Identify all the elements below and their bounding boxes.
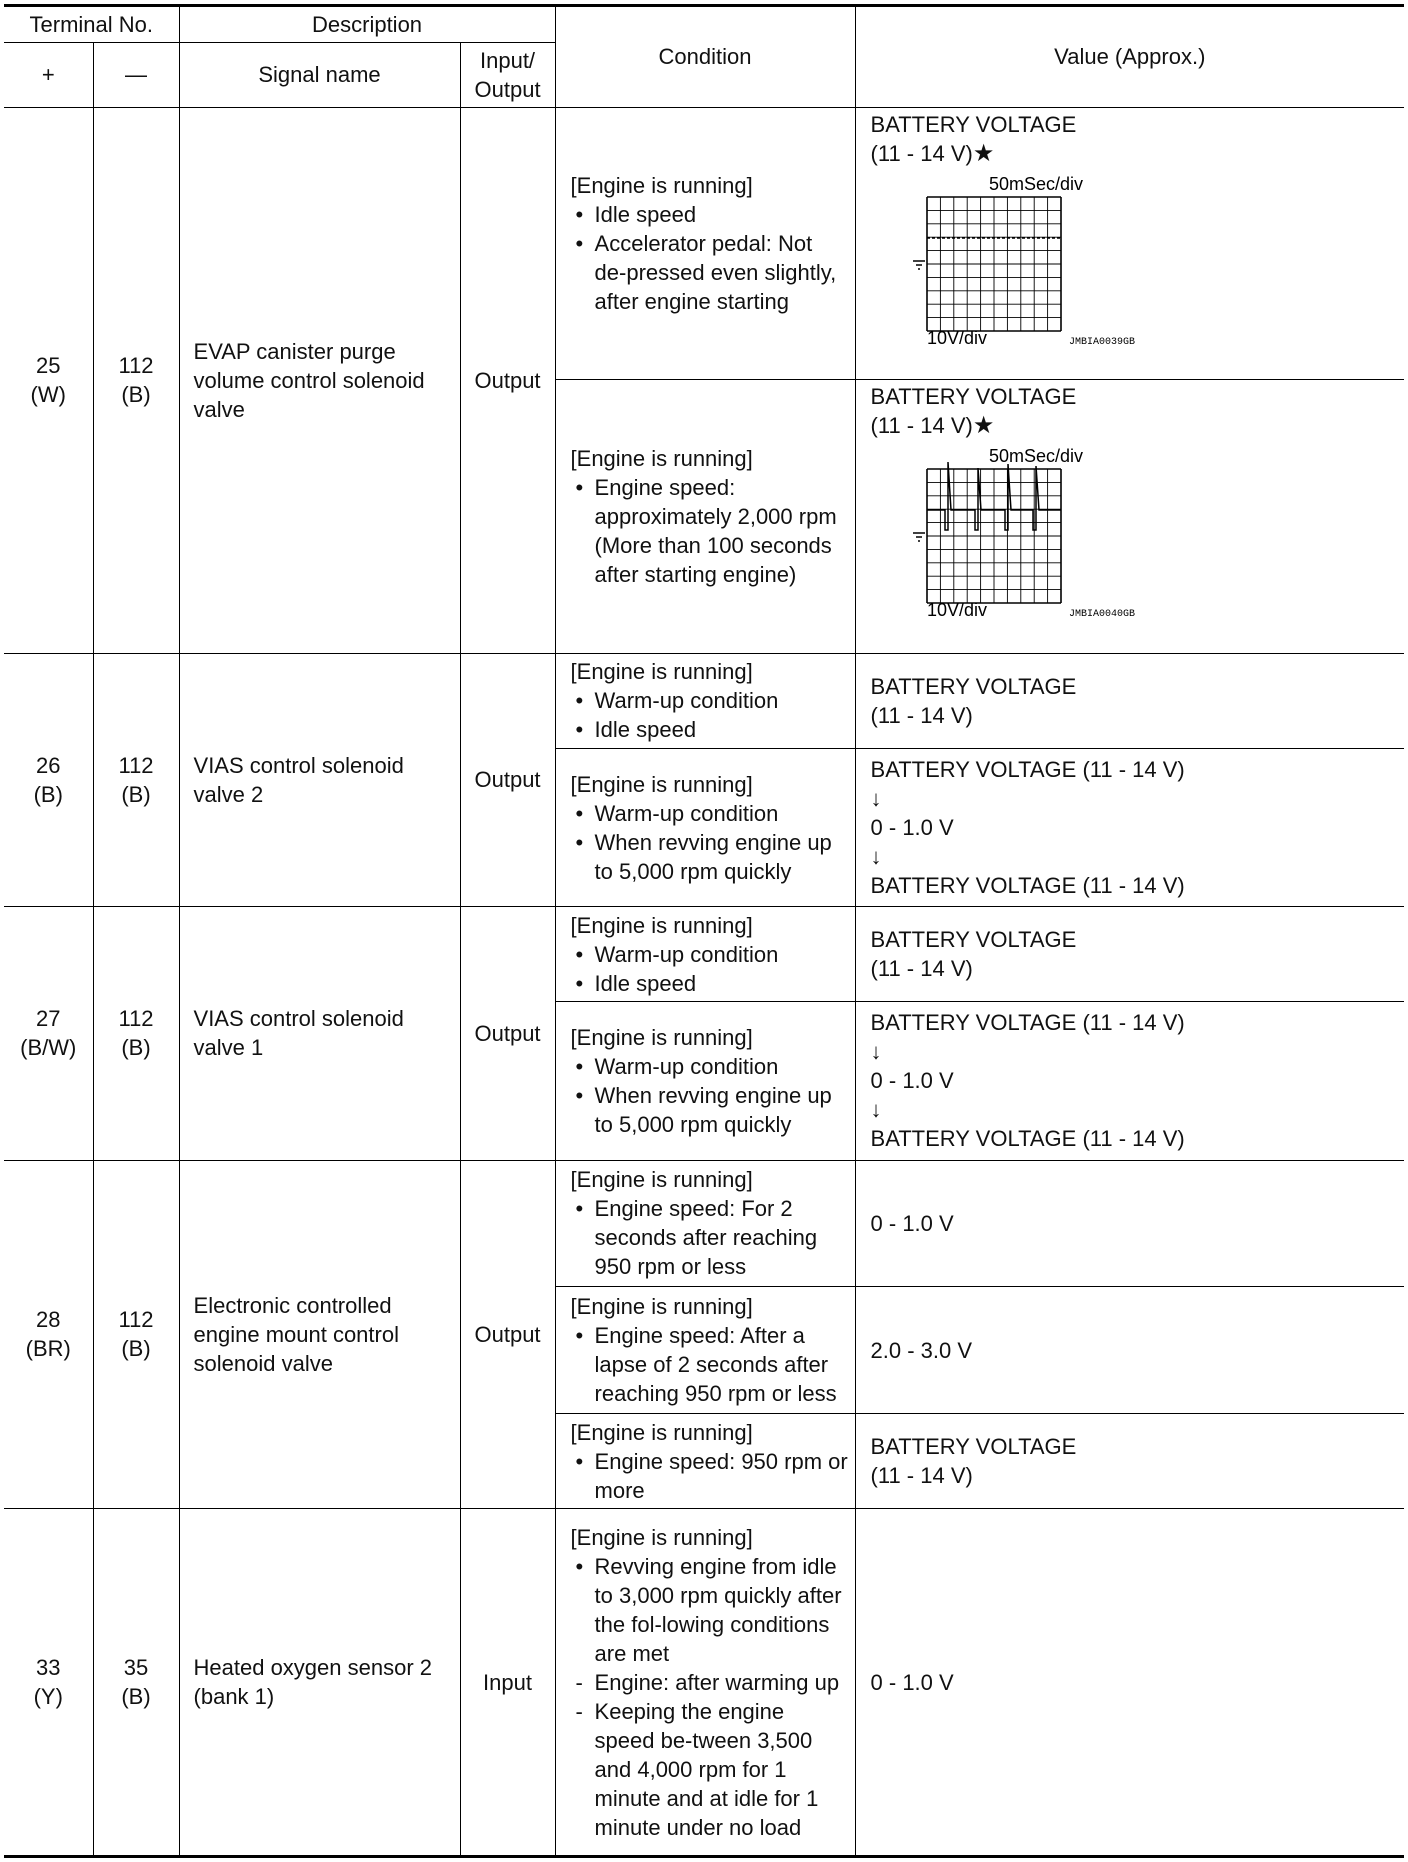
header-signal-name: Signal name — [179, 42, 460, 107]
figure-code: JMBIA0039GB — [1068, 336, 1135, 346]
oscilloscope-waveform — [871, 442, 1171, 618]
io-type: Output — [460, 1160, 555, 1509]
table-row — [4, 907, 1404, 1002]
table-row — [4, 107, 1404, 379]
condition-list — [571, 1447, 849, 1505]
terminal-number: 27 — [36, 1006, 61, 1032]
condition-list — [571, 1552, 849, 1842]
condition-bullet: • When revving engine up to 5,000 rpm quickly — [571, 1081, 849, 1139]
signal-name: VIAS control solenoid valve 1 — [179, 907, 460, 1160]
terminal-minus-cell — [93, 1509, 179, 1857]
value-text: BATTERY VOLTAGE (11 - 14 V) — [870, 1126, 1185, 1152]
value-cell — [855, 1160, 1404, 1287]
wire-color: (B) — [121, 1684, 151, 1710]
condition-heading: [Engine is running] — [570, 771, 753, 797]
condition-list — [571, 1194, 849, 1281]
terminal-number: 35 — [123, 1655, 149, 1681]
table-row — [4, 1509, 1404, 1857]
terminal-number: 28 — [36, 1307, 61, 1333]
value-cell — [855, 653, 1404, 748]
condition-bullet: • Warm-up condition — [571, 1052, 849, 1081]
condition-bullet: • Warm-up condition — [571, 799, 849, 828]
condition-bullet: • Engine speed: For 2 seconds after reaching 950 rpm or less — [571, 1194, 849, 1281]
table-row — [4, 653, 1404, 748]
terminal-number: 112 — [118, 353, 154, 379]
value-text: BATTERY VOLTAGE — [870, 927, 1077, 953]
condition-heading: [Engine is running] — [570, 1294, 753, 1320]
value-text: (11 - 14 V) — [870, 956, 973, 982]
wire-color: (B) — [121, 1336, 151, 1362]
terminal-number: 112 — [118, 752, 154, 778]
condition-bullet: • Engine speed: After a lapse of 2 seconds after reaching 950 rpm or less — [571, 1321, 849, 1408]
scope-volt-div: 10V/div — [926, 599, 987, 618]
terminal-plus-cell — [4, 1160, 93, 1509]
condition-list — [571, 799, 849, 886]
value-text: BATTERY VOLTAGE — [870, 1434, 1077, 1460]
terminal-plus-cell — [4, 653, 93, 906]
condition-bullet: • When revving engine up to 5,000 rpm quickly — [571, 828, 849, 886]
value-range — [871, 411, 1399, 440]
header-value: Value (Approx.) — [855, 6, 1404, 108]
terminal-number: 112 — [118, 1307, 154, 1333]
value-range — [871, 139, 1399, 168]
header-row-1 — [4, 6, 1404, 43]
oscilloscope-waveform — [871, 170, 1171, 346]
scope-time-div: 50mSec/div — [988, 445, 1083, 466]
value-text: BATTERY VOLTAGE — [870, 111, 1077, 137]
condition-heading: [Engine is running] — [570, 659, 753, 685]
condition-list — [571, 200, 849, 316]
terminal-plus-cell — [4, 1509, 93, 1857]
value-text: (11 - 14 V) — [870, 140, 973, 166]
condition-bullet: • Idle speed — [571, 200, 849, 229]
condition-cell — [555, 1509, 855, 1857]
condition-list — [571, 473, 849, 589]
signal-name: VIAS control solenoid valve 2 — [179, 653, 460, 906]
value-cell — [855, 1002, 1404, 1160]
value-cell — [855, 1413, 1404, 1508]
scope-grid — [927, 469, 1061, 603]
condition-bullet: • Idle speed — [571, 715, 849, 744]
condition-list — [571, 1321, 849, 1408]
terminal-spec-sheet — [4, 4, 1404, 1858]
condition-cell — [555, 107, 855, 379]
terminal-number: 25 — [36, 353, 61, 379]
condition-bullet: • Engine speed: 950 rpm or more — [571, 1447, 849, 1505]
arrow-down-icon: ↓ — [870, 786, 882, 812]
condition-bullet: • Warm-up condition — [571, 940, 849, 969]
condition-heading: [Engine is running] — [570, 1419, 753, 1445]
terminal-number: 33 — [36, 1655, 61, 1681]
header-minus: — — [93, 42, 179, 107]
wire-color: (W) — [30, 382, 66, 408]
arrow-down-icon: ↓ — [870, 1039, 882, 1065]
value-text: BATTERY VOLTAGE (11 - 14 V) — [870, 757, 1185, 783]
condition-bullet: • Accelerator pedal: Not de-pressed even slightly, after engine starting — [571, 229, 849, 316]
scope-time-div: 50mSec/div — [988, 173, 1083, 194]
signal-name: EVAP canister purge volume control solenoid valve — [179, 107, 460, 653]
condition-dash-item: - Keeping the engine speed be-tween 3,500 and 4,000 rpm for 1 minute and at idle for 1 minute under no load — [571, 1697, 849, 1842]
condition-cell — [555, 653, 855, 748]
value-text: 0 - 1.0 V — [870, 1068, 954, 1094]
arrow-down-icon: ↓ — [870, 844, 882, 870]
value-text: 0 - 1.0 V — [870, 815, 954, 841]
terminal-minus-cell — [93, 107, 179, 653]
condition-cell — [555, 1287, 855, 1414]
terminal-minus-cell — [93, 1160, 179, 1509]
star-icon: ★ — [972, 139, 995, 167]
terminal-minus-cell — [93, 653, 179, 906]
figure-code: JMBIA0040GB — [1068, 608, 1135, 618]
io-type: Output — [460, 907, 555, 1160]
star-icon: ★ — [972, 411, 995, 439]
terminal-plus-cell — [4, 107, 93, 653]
wire-color: (BR) — [25, 1336, 71, 1362]
condition-list — [571, 940, 849, 998]
value-cell — [855, 379, 1404, 653]
value-cell — [855, 107, 1404, 379]
value-text: 0 - 1.0 V — [870, 1669, 954, 1695]
condition-cell — [555, 1160, 855, 1287]
header-plus: + — [4, 42, 93, 107]
terminal-plus-cell — [4, 907, 93, 1160]
condition-dash-item: - Engine: after warming up — [571, 1668, 849, 1697]
condition-bullet: • Warm-up condition — [571, 686, 849, 715]
condition-bullet: • Engine speed: approximately 2,000 rpm (More than 100 seconds after starting engine) — [571, 473, 849, 589]
condition-bullet: • Revving engine from idle to 3,000 rpm quickly after the fol-lowing conditions are met — [571, 1552, 849, 1668]
condition-heading: [Engine is running] — [570, 445, 753, 471]
condition-heading: [Engine is running] — [570, 172, 753, 198]
io-type: Output — [460, 653, 555, 906]
signal-name: Electronic controlled engine mount control solenoid valve — [179, 1160, 460, 1509]
value-cell — [855, 748, 1404, 906]
value-text: BATTERY VOLTAGE — [870, 673, 1077, 699]
condition-heading: [Engine is running] — [570, 912, 753, 938]
wire-color: (B) — [121, 1035, 151, 1061]
condition-bullet: • Idle speed — [571, 969, 849, 998]
terminal-number: 26 — [36, 752, 61, 778]
wire-color: (B) — [121, 382, 151, 408]
value-text: 2.0 - 3.0 V — [870, 1337, 973, 1363]
condition-heading: [Engine is running] — [570, 1024, 753, 1050]
header-condition: Condition — [555, 6, 855, 108]
header-terminal-no: Terminal No. — [4, 6, 179, 43]
value-text: 0 - 1.0 V — [870, 1210, 954, 1236]
terminal-minus-cell — [93, 907, 179, 1160]
condition-cell — [555, 1002, 855, 1160]
condition-heading: [Engine is running] — [570, 1524, 753, 1550]
terminal-table — [4, 4, 1404, 1858]
value-text: (11 - 14 V) — [870, 1463, 973, 1489]
condition-list — [571, 686, 849, 744]
wire-color: (B/W) — [20, 1035, 77, 1061]
condition-cell — [555, 748, 855, 906]
wire-color: (Y) — [33, 1684, 63, 1710]
value-text: (11 - 14 V) — [870, 412, 973, 438]
scope-volt-div: 10V/div — [926, 327, 987, 346]
signal-name: Heated oxygen sensor 2 (bank 1) — [179, 1509, 460, 1857]
value-text: BATTERY VOLTAGE — [870, 383, 1077, 409]
header-description: Description — [179, 6, 555, 43]
wire-color: (B) — [121, 781, 151, 807]
value-text: BATTERY VOLTAGE (11 - 14 V) — [870, 873, 1185, 899]
value-cell — [855, 1287, 1404, 1414]
condition-cell — [555, 907, 855, 1002]
header-io: Input/ Output — [460, 42, 555, 107]
value-cell — [855, 1509, 1404, 1857]
terminal-number: 112 — [118, 1006, 154, 1032]
scope-grid — [927, 197, 1061, 331]
arrow-down-icon: ↓ — [870, 1097, 882, 1123]
condition-cell — [555, 379, 855, 653]
condition-cell — [555, 1413, 855, 1508]
value-cell — [855, 907, 1404, 1002]
io-type: Output — [460, 107, 555, 653]
table-row — [4, 1160, 1404, 1287]
value-text: (11 - 14 V) — [870, 702, 973, 728]
condition-list — [571, 1052, 849, 1139]
io-type: Input — [460, 1509, 555, 1857]
wire-color: (B) — [33, 781, 63, 807]
condition-heading: [Engine is running] — [570, 1167, 753, 1193]
value-text: BATTERY VOLTAGE (11 - 14 V) — [870, 1010, 1185, 1036]
